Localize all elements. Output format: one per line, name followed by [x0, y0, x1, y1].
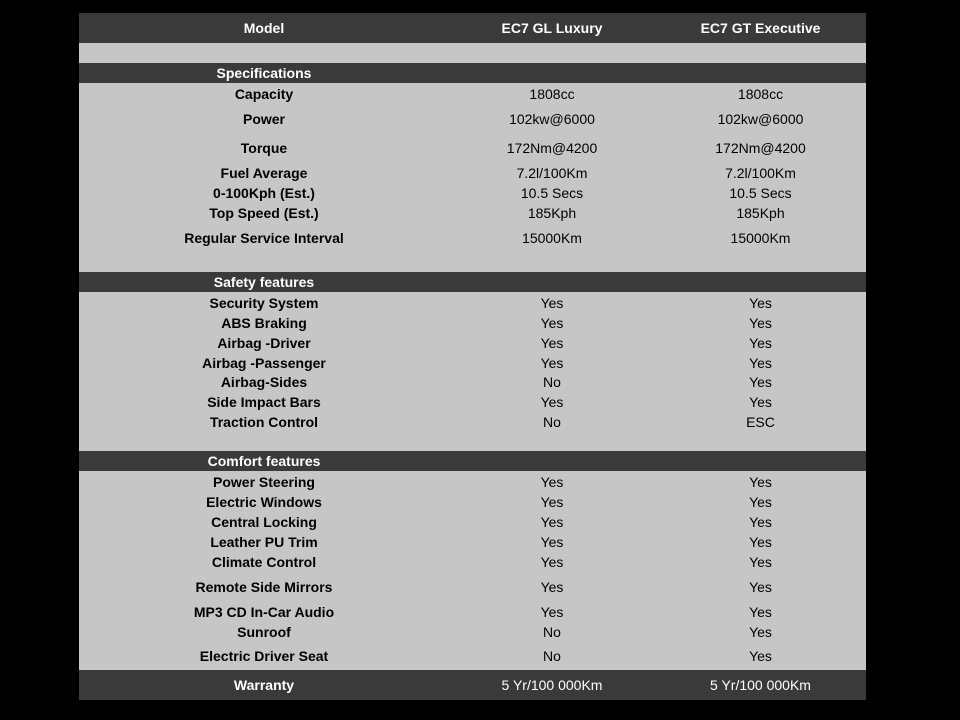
row-value-gl: Yes	[540, 295, 564, 311]
row-label: Traction Control	[209, 414, 319, 430]
row-label: Leather PU Trim	[210, 534, 318, 550]
warranty-row	[79, 670, 866, 700]
table-row	[79, 163, 866, 183]
section-title-safety: Safety features	[213, 274, 315, 290]
table-row	[79, 313, 866, 333]
table-row	[79, 183, 866, 203]
row-value-gt: Yes	[749, 514, 772, 530]
row-value-gt: Yes	[749, 394, 772, 410]
row-value-gl: 1808cc	[529, 86, 575, 102]
row-label: Top Speed (Est.)	[209, 205, 319, 221]
row-label: Capacity	[234, 86, 294, 102]
row-value-gt: ESC	[746, 414, 775, 430]
row-value-gl: No	[543, 414, 561, 430]
table-row	[79, 622, 866, 642]
row-label: Torque	[240, 140, 288, 156]
table-row	[79, 602, 866, 622]
table-row	[79, 492, 866, 512]
row-value-gt: 10.5 Secs	[729, 185, 792, 201]
row-value-gt: Yes	[749, 374, 772, 390]
row-value-gl: Yes	[540, 494, 564, 510]
row-value-gl: Yes	[540, 394, 564, 410]
row-value-gt: 185Kph	[736, 205, 785, 221]
row-value-gl: Yes	[540, 514, 564, 530]
row-value-gl: 172Nm@4200	[506, 140, 598, 156]
row-label: Power Steering	[213, 474, 315, 490]
warranty-value-gl: 5 Yr/100 000Km	[501, 677, 603, 693]
row-label: Central Locking	[211, 514, 317, 530]
row-value-gt: 1808cc	[737, 86, 784, 102]
row-value-gt: 102kw@6000	[717, 111, 804, 127]
row-value-gl: Yes	[540, 335, 564, 351]
warranty-value-gt: 5 Yr/100 000Km	[710, 677, 811, 693]
row-value-gt: 172Nm@4200	[715, 140, 806, 156]
table-row	[79, 646, 866, 666]
spec-comparison-table	[79, 13, 866, 700]
row-value-gt: Yes	[749, 474, 772, 490]
row-label: Electric Driver Seat	[199, 648, 329, 664]
row-label: Airbag -Passenger	[202, 355, 326, 371]
row-label: Power	[242, 111, 285, 127]
row-label: Airbag-Sides	[220, 374, 308, 390]
row-value-gt: Yes	[749, 295, 772, 311]
row-value-gl: No	[543, 374, 561, 390]
row-value-gl: No	[543, 648, 561, 664]
row-value-gt: Yes	[749, 579, 772, 595]
row-value-gl: 15000Km	[522, 230, 582, 246]
row-value-gl: No	[543, 624, 561, 640]
section-title-specifications: Specifications	[216, 65, 312, 81]
header-col-gt-executive: EC7 GT Executive	[700, 20, 821, 36]
row-value-gl: Yes	[540, 315, 564, 331]
table-row	[79, 392, 866, 412]
row-label: Side Impact Bars	[207, 394, 321, 410]
row-value-gl: Yes	[540, 534, 564, 550]
table-row	[79, 138, 866, 158]
section-header-comfort	[79, 451, 866, 471]
row-label: Airbag -Driver	[217, 335, 311, 351]
section-header-safety	[79, 272, 866, 292]
row-value-gt: Yes	[749, 315, 772, 331]
table-row	[79, 203, 866, 223]
table-row	[79, 577, 866, 597]
row-value-gt: 15000Km	[730, 230, 791, 246]
row-value-gt: Yes	[749, 534, 772, 550]
section-header-specifications	[79, 63, 866, 83]
table-row	[79, 109, 866, 129]
row-value-gt: Yes	[749, 604, 772, 620]
row-value-gt: Yes	[749, 648, 772, 664]
header-model-label: Model	[243, 20, 285, 36]
header-col-gl-luxury: EC7 GL Luxury	[501, 20, 603, 36]
row-value-gt: Yes	[749, 494, 772, 510]
table-row	[79, 84, 866, 104]
row-value-gl: Yes	[540, 355, 564, 371]
row-value-gl: Yes	[540, 579, 564, 595]
row-value-gl: 185Kph	[527, 205, 577, 221]
section-title-comfort: Comfort features	[207, 453, 321, 469]
table-row	[79, 512, 866, 532]
table-row	[79, 472, 866, 492]
row-value-gl: Yes	[540, 474, 564, 490]
row-value-gt: Yes	[749, 335, 772, 351]
row-value-gt: Yes	[749, 355, 772, 371]
table-row	[79, 552, 866, 572]
row-label: Fuel Average	[220, 165, 308, 181]
warranty-label: Warranty	[233, 677, 295, 693]
table-row	[79, 532, 866, 552]
row-label: Sunroof	[237, 624, 291, 640]
row-label: Climate Control	[211, 554, 317, 570]
table-header-row	[79, 13, 866, 43]
row-value-gt: Yes	[749, 554, 772, 570]
row-value-gl: 10.5 Secs	[520, 185, 584, 201]
table-row	[79, 333, 866, 353]
row-label: Security System	[209, 295, 319, 311]
row-label: Regular Service Interval	[184, 230, 344, 246]
table-row	[79, 353, 866, 373]
row-value-gl: 102kw@6000	[509, 111, 595, 127]
row-label: Remote Side Mirrors	[195, 579, 333, 595]
row-label: ABS Braking	[221, 315, 307, 331]
row-value-gl: 7.2l/100Km	[516, 165, 588, 181]
table-row	[79, 372, 866, 392]
row-value-gt: 7.2l/100Km	[725, 165, 796, 181]
row-value-gt: Yes	[749, 624, 772, 640]
row-label: Electric Windows	[206, 494, 322, 510]
row-label: 0-100Kph (Est.)	[213, 185, 315, 201]
table-row	[79, 228, 866, 248]
row-label: MP3 CD In-Car Audio	[193, 604, 335, 620]
table-row	[79, 412, 866, 432]
table-row	[79, 293, 866, 313]
row-value-gl: Yes	[540, 604, 564, 620]
row-value-gl: Yes	[540, 554, 564, 570]
